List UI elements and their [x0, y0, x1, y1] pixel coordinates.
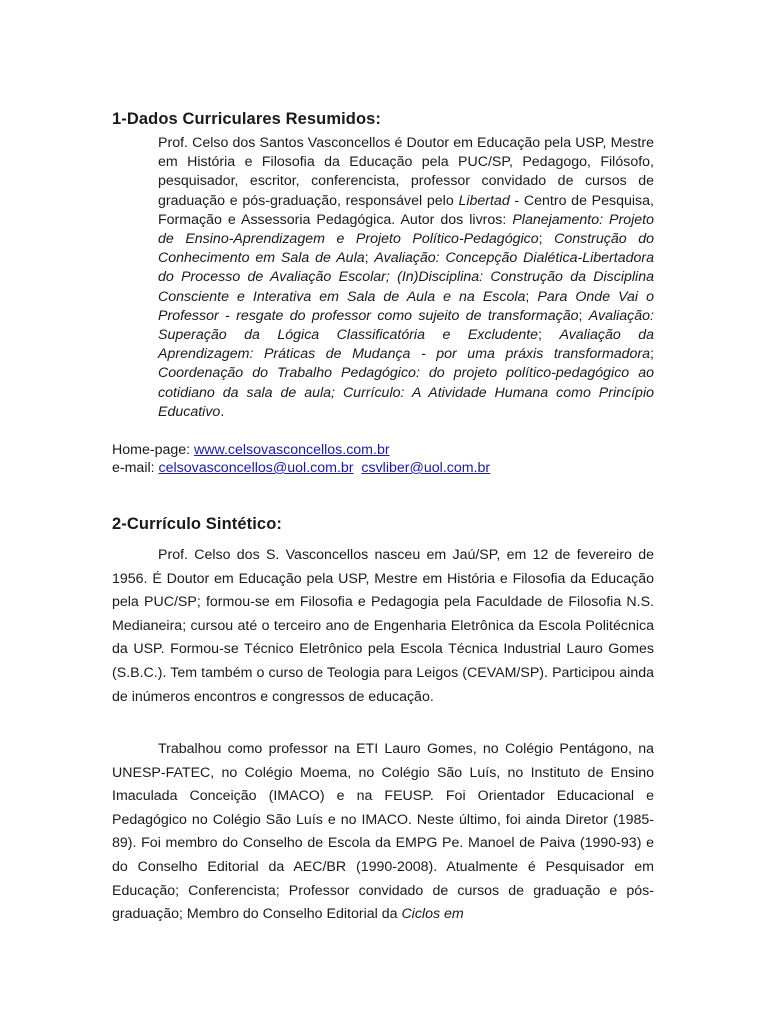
email-label: e-mail:	[112, 460, 159, 476]
curriculum-paragraph-2	[112, 738, 654, 927]
homepage-label: Home-page:	[112, 442, 195, 458]
bio-separator: ;	[538, 327, 560, 344]
section-2-title: 2-Currículo Sintético:	[112, 515, 282, 533]
bio-separator: ;	[650, 346, 654, 363]
curriculum-italic-tail: Ciclos em	[401, 906, 464, 923]
book-title: Avaliação: Superação da Lógica Classificatória e Excludente	[158, 307, 654, 344]
bio-summary	[158, 134, 654, 422]
bio-end: .	[220, 403, 225, 420]
bio-separator: ;	[364, 250, 375, 267]
email-line	[112, 459, 490, 477]
email-link-primary[interactable]: celsovasconcellos@uol.com.br	[158, 460, 354, 476]
curriculum-paragraph-2-text: Trabalhou como professor na ETI Lauro Gomes, no Colégio Pentágono, na UNESP-FATEC, no Colégio Moema, no Colégio São Luís, no Instituto de Ensino Imaculada Conceição (IMACO) e na FEUSP. Foi Orientador Educacional e Pedagógico no Colégio São Luís e no IMACO. Neste último, foi ainda Diretor (1985-89). Foi membro do Conselho de Escola da EMPG Pe. Manoel de Paiva (1990-93) e do Conselho Editorial da AEC/BR (1990-2008). Atualmente é Pesquisador em Educação; Conferencista; Professor convidado de cursos de graduação e pós-graduação; Membro do Conselho Editorial da	[112, 741, 654, 923]
curriculum-paragraph-1: Prof. Celso dos S. Vasconcellos nasceu em Jaú/SP, em 12 de fevereiro de 1956. É Doutor em Educação pela USP, Mestre em História e Filosofia da Educação pela PUC/SP; formou-se em Filosofia e Pedagogia pela Faculdade de Filosofia N.S. Medianeira; cursou até o terceiro ano de Engenharia Eletrônica da Escola Politécnica da USP. Formou-se Técnico Eletrônico pela Escola Técnica Industrial Lauro Gomes (S.B.C.). Tem também o curso de Teologia para Leigos (CEVAM/SP). Participou ainda de inúmeros encontros e congressos de educação.	[112, 547, 654, 705]
homepage-line	[112, 441, 390, 459]
bio-separator: ;	[538, 231, 555, 248]
book-title: Para Onde Vai o Professor - resgate do professor como sujeito de transformação	[158, 288, 654, 324]
bio-italic-libertad: Libertad	[458, 192, 510, 209]
bio-separator: ;	[525, 288, 538, 305]
book-title: Coordenação do Trabalho Pedagógico: do projeto político-pedagógico ao cotidiano da sala de aula; Currículo: A Atividade Humana como Princípio Educativo	[158, 365, 654, 420]
section-1-title: 1-Dados Curriculares Resumidos:	[112, 110, 382, 128]
bio-text: Prof. Celso dos Santos Vasconcellos é Doutor em Educação pela USP, Mestre em História e Filosofia da Educação pela PUC/SP, Pedagogo, Filósofo, pesquisador, escritor, conferencista, professor convidado de cursos de graduação e pós-graduação, responsável pelo	[158, 135, 654, 209]
bio-text: - Centro de Pesquisa, Formação e Assessoria Pedagógica. Autor dos livros:	[158, 192, 654, 228]
book-title: Construção do Conhecimento em Sala de Aula	[158, 231, 654, 267]
homepage-link[interactable]: www.celsovasconcellos.com.br	[194, 442, 390, 458]
book-title: Avaliação: Concepção Dialética-Libertadora do Processo de Avaliação Escolar; (In)Disciplina: Construção da Disciplina Consciente e Interativa em Sala de Aula e na Escola	[158, 250, 654, 305]
book-title: Planejamento: Projeto de Ensino-Aprendizagem e Projeto Político-Pedagógico	[158, 211, 654, 248]
book-title: Avaliação da Aprendizagem: Práticas de Mudança - por uma práxis transformadora	[158, 327, 655, 363]
email-link-secondary[interactable]: csvliber@uol.com.br	[361, 460, 491, 476]
bio-separator: ;	[578, 307, 589, 324]
